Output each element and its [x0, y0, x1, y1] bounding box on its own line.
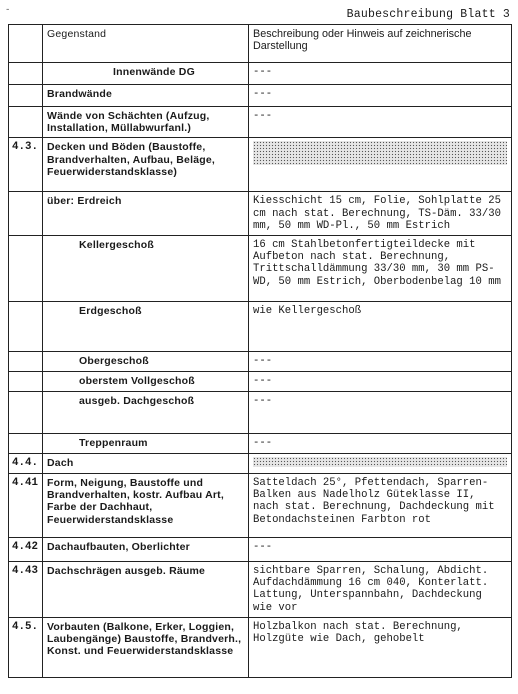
row-subject: oberstem Vollgeschoß [43, 372, 249, 392]
row-description: --- [249, 434, 512, 454]
row-number [9, 352, 43, 372]
description-header: Beschreibung oder Hinweis auf zeichnerische Darstellung [249, 25, 512, 63]
row-description: --- [249, 352, 512, 372]
row-number: 4.4. [9, 454, 43, 474]
row-number: 4.41 [9, 474, 43, 538]
num-header-cell [9, 25, 43, 63]
row-subject: Innenwände DG [43, 63, 249, 85]
row-subject: Brandwände [43, 85, 249, 107]
row-description: Satteldach 25°, Pfettendach, Sparren-Balken aus Nadelholz Güteklasse II, nach stat. Berechnung, Dachdeckung mit Betondachsteinen Farbton rot [249, 474, 512, 538]
table-header-row [9, 25, 512, 63]
row-description: Holzbalkon nach stat. Berechnung, Holzgüte wie Dach, gehobelt [249, 617, 512, 677]
row-number: 4.43 [9, 562, 43, 618]
row-subject: Dach [43, 454, 249, 474]
row-number [9, 107, 43, 138]
row-number [9, 372, 43, 392]
row-subject: Dachaufbauten, Oberlichter [43, 538, 249, 562]
hatched-area [253, 141, 507, 165]
row-description: --- [249, 538, 512, 562]
row-description: --- [249, 392, 512, 434]
corner-mark: - [5, 5, 11, 15]
table-row [9, 352, 512, 372]
table-row [9, 85, 512, 107]
table-row [9, 474, 512, 538]
row-description: --- [249, 372, 512, 392]
row-subject: Wände von Schächten (Aufzug, Installation, Müllabwurfanl.) [43, 107, 249, 138]
row-number [9, 63, 43, 85]
row-description [249, 138, 512, 192]
subject-header: Gegenstand [43, 25, 249, 63]
row-description: 16 cm Stahlbetonfertigteildecke mit Aufbeton nach stat. Berechnung, Trittschalldämmung 33/30 mm, 30 mm PS-WD, 50 mm Estrich, Oberbodenbelag 10 mm [249, 236, 512, 302]
table-row [9, 192, 512, 236]
row-number [9, 85, 43, 107]
row-number [9, 302, 43, 352]
table-row [9, 302, 512, 352]
row-number [9, 236, 43, 302]
table-row [9, 392, 512, 434]
row-description: --- [249, 85, 512, 107]
table-row [9, 454, 512, 474]
row-subject: Obergeschoß [43, 352, 249, 372]
table-row [9, 138, 512, 192]
row-subject: Form, Neigung, Baustoffe und Brandverhalten, kostr. Aufbau Art, Farbe der Dachhaut, Feuerwiderstandsklasse [43, 474, 249, 538]
hatched-area [253, 457, 507, 467]
row-subject: Kellergeschoß [43, 236, 249, 302]
row-subject: Vorbauten (Balkone, Erker, Loggien, Laubengänge) Baustoffe, Brandverh., Konst. und Feuerwiderstandsklasse [43, 617, 249, 677]
row-subject: ausgeb. Dachgeschoß [43, 392, 249, 434]
row-number: 4.3. [9, 138, 43, 192]
row-number: 4.42 [9, 538, 43, 562]
row-description: Kiesschicht 15 cm, Folie, Sohlplatte 25 cm nach stat. Berechnung, TS-Däm. 33/30 mm, 50 mm WD-Pl., 50 mm Estrich [249, 192, 512, 236]
row-description [249, 454, 512, 474]
row-description: --- [249, 107, 512, 138]
table-row [9, 107, 512, 138]
row-number [9, 434, 43, 454]
table-row [9, 562, 512, 618]
row-number: 4.5. [9, 617, 43, 677]
row-subject: Decken und Böden (Baustoffe, Brandverhalten, Aufbau, Beläge, Feuerwiderstandsklasse) [43, 138, 249, 192]
table-row [9, 236, 512, 302]
page-header: Baubeschreibung Blatt 3 [346, 8, 510, 21]
row-description: sichtbare Sparren, Schalung, Abdicht. Aufdachdämmung 16 cm 040, Konterlatt. Lattung, Unterspannbahn, Dachdeckung wie vor [249, 562, 512, 618]
row-subject: Erdgeschoß [43, 302, 249, 352]
row-subject: Dachschrägen ausgeb. Räume [43, 562, 249, 618]
table-row [9, 617, 512, 677]
table-row [9, 63, 512, 85]
row-number [9, 392, 43, 434]
row-description: --- [249, 63, 512, 85]
row-subject: Treppenraum [43, 434, 249, 454]
row-description: wie Kellergeschoß [249, 302, 512, 352]
table-row [9, 538, 512, 562]
specification-table [8, 24, 512, 678]
table-row [9, 434, 512, 454]
row-subject: über: Erdreich [43, 192, 249, 236]
table-row [9, 372, 512, 392]
row-number [9, 192, 43, 236]
